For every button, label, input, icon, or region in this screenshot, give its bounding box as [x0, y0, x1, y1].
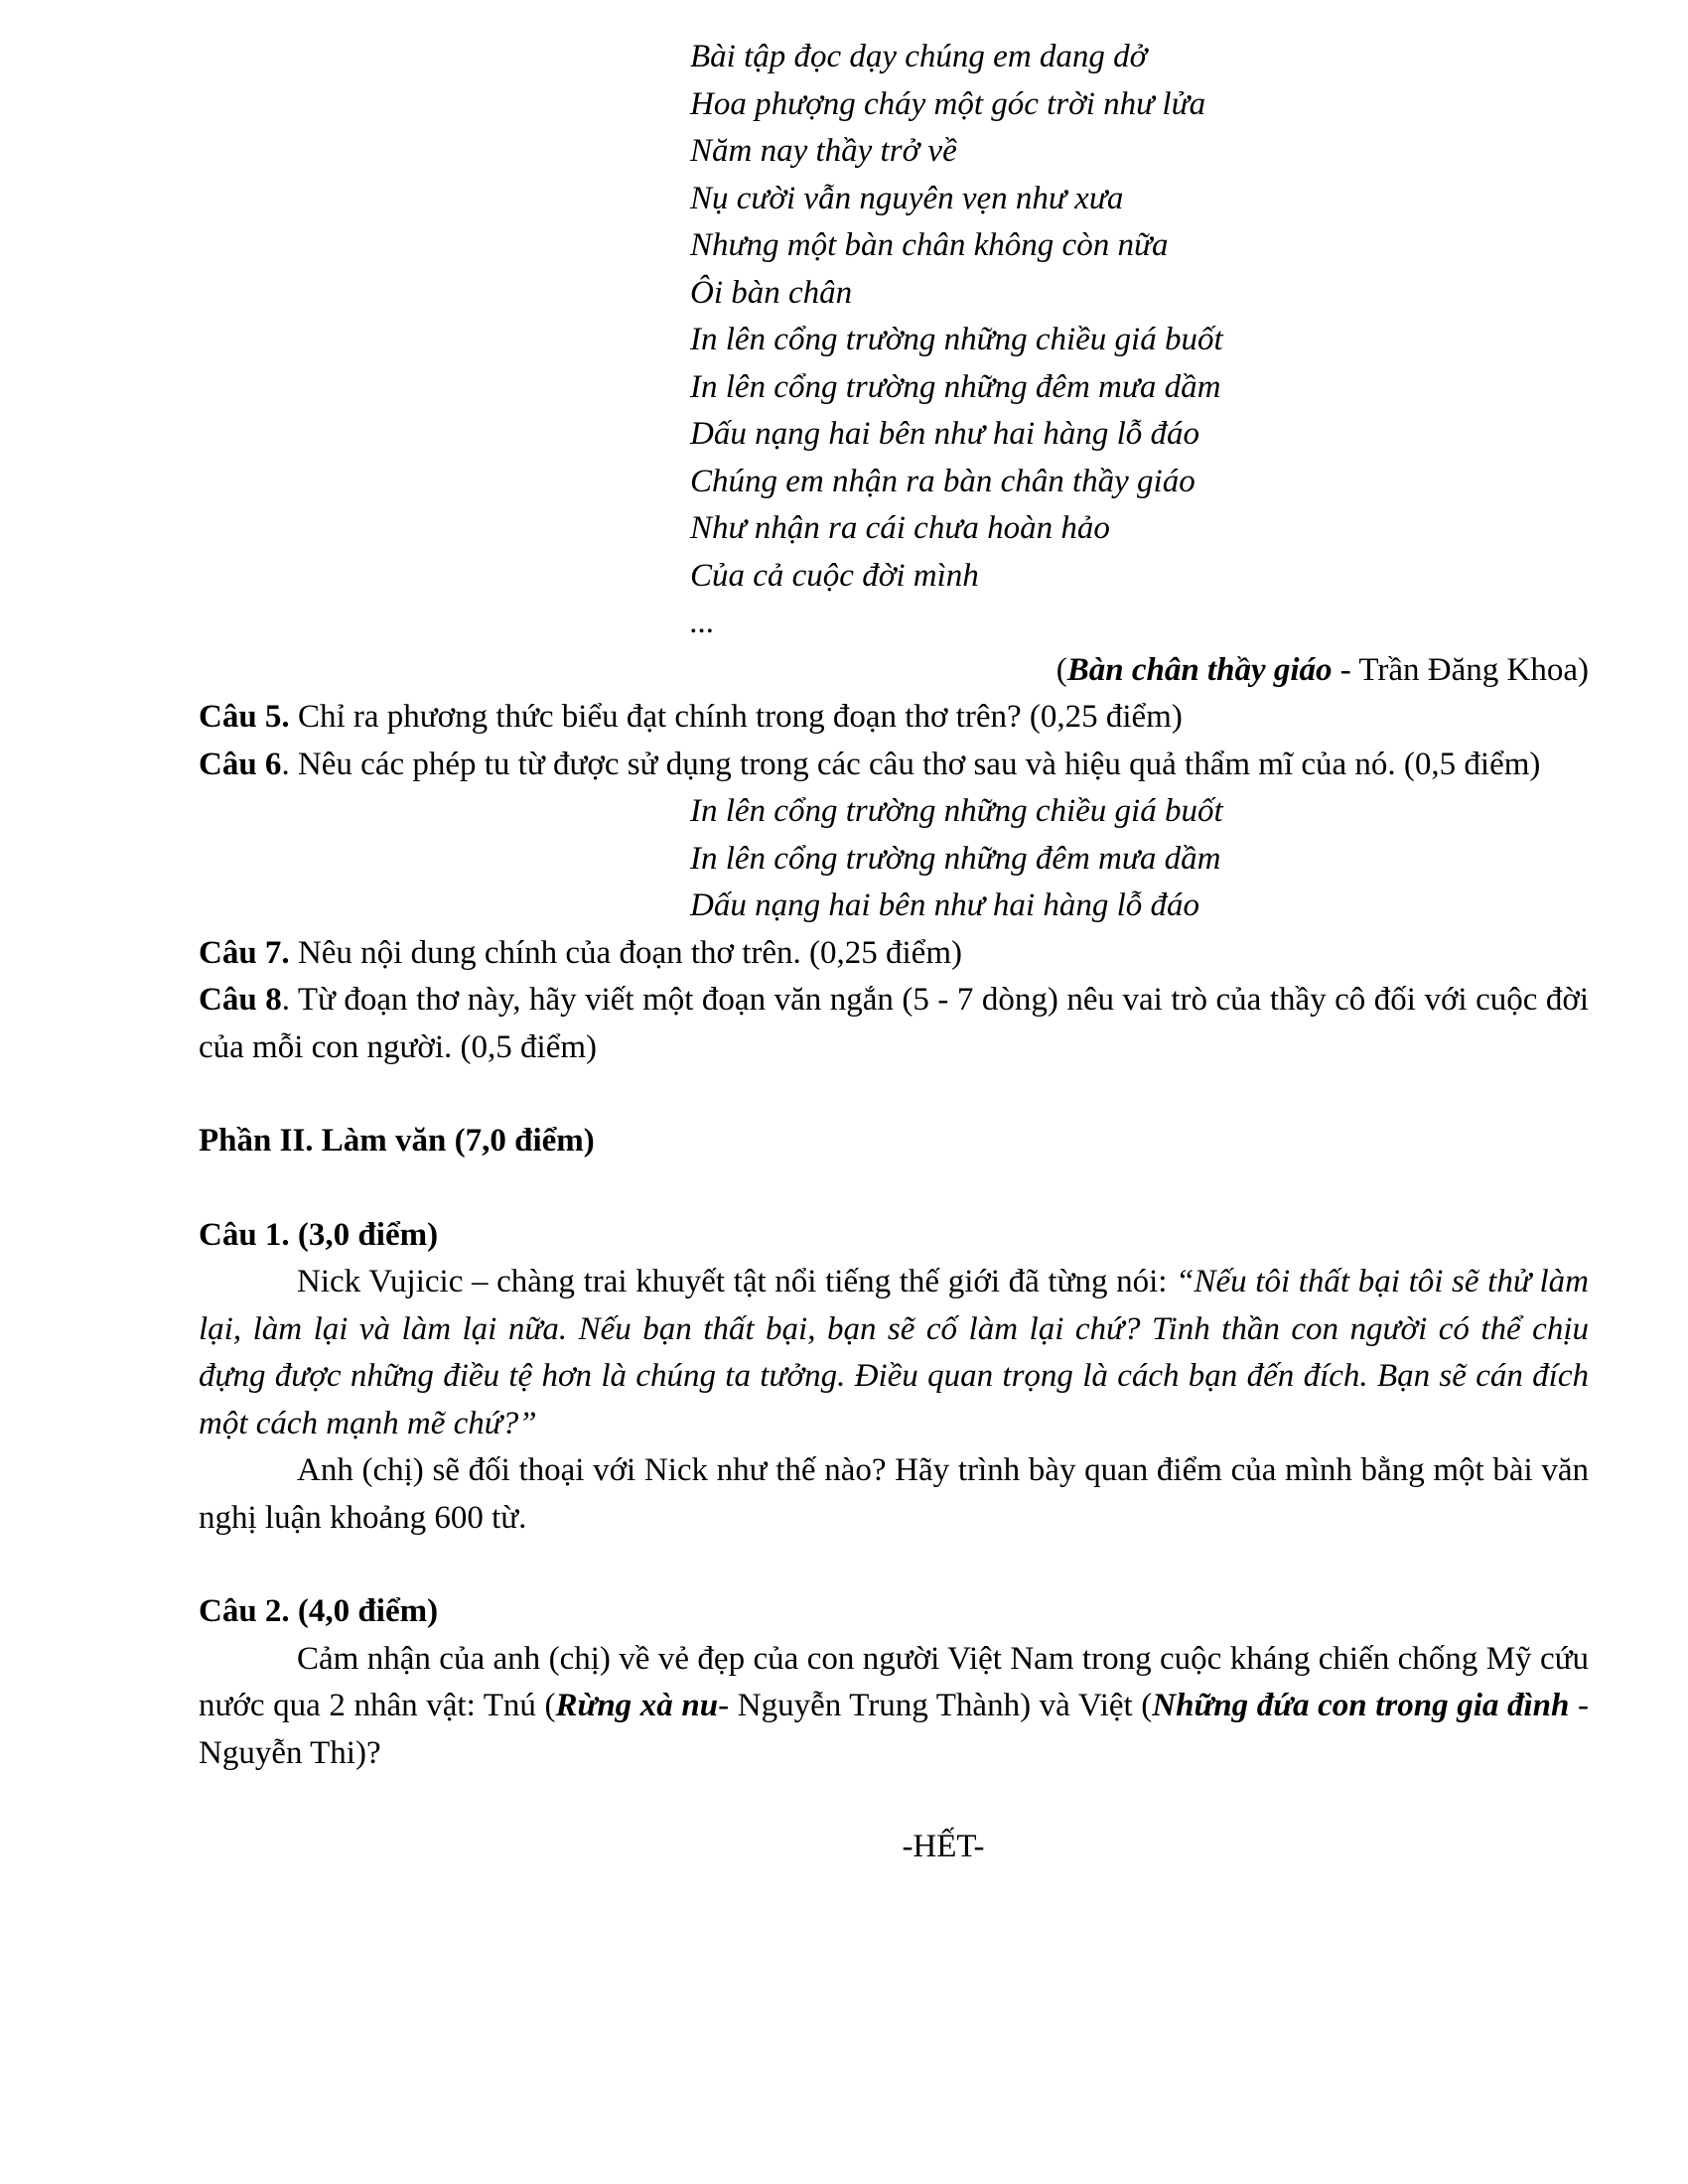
- poem-line: In lên cổng trường những đêm mưa dầm: [690, 368, 1221, 405]
- part-2-heading-text: Phần II. Làm văn (7,0 điểm): [199, 1123, 595, 1159]
- nick-vujicic-quote: “Nếu tôi thất bại tôi sẽ thử làm lại, làm lại và làm lại nữa. Nếu bạn thất bại, bạn sẽ cố làm lại chứ? Tinh thần con người có thể chịu đựng được những điều tệ hơn là chúng ta tưởng. Điều quan trọng là cách bạn đến đích. Bạn sẽ cán đích một cách mạnh mẽ chứ?”: [199, 1264, 1589, 1441]
- part-2-heading: [199, 1118, 1589, 1165]
- question-6-poem: [690, 788, 1589, 930]
- poem-line: Dấu nạng hai bên như hai hàng lỗ đáo: [690, 416, 1199, 452]
- question-label: Câu 5.: [199, 699, 290, 735]
- question-label: Câu 7.: [199, 934, 290, 971]
- question-7: [199, 930, 1589, 978]
- spacer: [199, 1071, 1589, 1118]
- essay-question-1-heading: [199, 1212, 1589, 1260]
- prompt-text: - Nguyễn Trung Thành) và Việt (: [718, 1688, 1153, 1723]
- poem-line: Ôi bàn chân: [690, 274, 853, 311]
- poem-source: [199, 647, 1589, 695]
- poem-ellipsis: ...: [690, 605, 715, 640]
- question-8: [199, 977, 1589, 1071]
- document-content: [199, 34, 1589, 1871]
- work-title-nhung-dua-con: Những đứa con trong gia đình: [1152, 1688, 1570, 1723]
- essay-question-1-heading-text: Câu 1. (3,0 điểm): [199, 1216, 439, 1253]
- question-text: . Nêu các phép tu từ được sử dụng trong các câu thơ sau và hiệu quả thẩm mĩ của nó. (0,5 điểm): [281, 746, 1541, 782]
- question-6: [199, 742, 1589, 789]
- question-text: Nêu nội dung chính của đoạn thơ trên. (0,25 điểm): [289, 934, 962, 971]
- spacer: [199, 1777, 1589, 1824]
- source-open: (: [1055, 651, 1067, 688]
- poem-line: In lên cổng trường những đêm mưa dầm: [690, 840, 1221, 877]
- source-author: - Trần Đăng Khoa): [1332, 651, 1589, 688]
- spacer: [199, 1542, 1589, 1588]
- question-5: [199, 694, 1589, 742]
- poem-line: In lên cổng trường những chiều giá buốt: [690, 793, 1223, 829]
- essay-question-2-prompt: [199, 1636, 1589, 1778]
- question-text: Chỉ ra phương thức biểu đạt chính trong đoạn thơ trên? (0,25 điểm): [289, 699, 1183, 735]
- poem-line: Nhưng một bàn chân không còn nữa: [690, 227, 1169, 263]
- spacer: [199, 1165, 1589, 1212]
- poem-line: Hoa phượng cháy một góc trời như lửa: [690, 85, 1206, 122]
- essay-question-1-task: Anh (chị) sẽ đối thoại với Nick như thế nào? Hãy trình bày quan điểm của mình bằng một bài văn nghị luận khoảng 600 từ.: [199, 1452, 1589, 1536]
- work-title-rung-xa-nu: Rừng xà nu: [555, 1688, 719, 1723]
- poem-line: Năm nay thầy trở về: [690, 133, 957, 169]
- essay-question-1-prompt: [199, 1259, 1589, 1447]
- poem-line: Như nhận ra cái chưa hoàn hảo: [690, 510, 1110, 546]
- essay-question-2-heading: [199, 1588, 1589, 1636]
- poem-line: Chúng em nhận ra bàn chân thầy giáo: [690, 463, 1196, 499]
- poem-line: Của cả cuộc đời mình: [690, 557, 979, 594]
- question-text: . Từ đoạn thơ này, hãy viết một đoạn văn ngắn (5 - 7 dòng) nêu vai trò của thầy cô đối với cuộc đời của mỗi con người. (0,5 điểm): [199, 982, 1590, 1065]
- question-label: Câu 8: [199, 982, 282, 1018]
- end-mark: -HẾT-: [902, 1829, 985, 1864]
- poem-excerpt: [690, 34, 1589, 647]
- essay-question-2-heading-text: Câu 2. (4,0 điểm): [199, 1593, 439, 1629]
- source-title: Bàn chân thầy giáo: [1066, 651, 1333, 688]
- poem-line: Nụ cười vẫn nguyên vẹn như xưa: [690, 180, 1124, 216]
- quote-intro: Nick Vujicic – chàng trai khuyết tật nổi tiếng thế giới đã từng nói:: [297, 1264, 1177, 1299]
- question-label: Câu 6: [199, 746, 282, 782]
- prompt-text: Cảm nhận của anh (chị) về vẻ đẹp của con người Việt Nam trong cuộc kháng chiến chống Mỹ cứu nước qua 2 nhân vật: Tnú (: [199, 1640, 1589, 1723]
- poem-line: Bài tập đọc dạy chúng em dang dở: [690, 39, 1148, 74]
- poem-line: In lên cổng trường những chiều giá buốt: [690, 322, 1223, 357]
- poem-line: Dấu nạng hai bên như hai hàng lỗ đáo: [690, 887, 1199, 923]
- prompt-text: - Nguyễn Thi)?: [199, 1688, 1590, 1771]
